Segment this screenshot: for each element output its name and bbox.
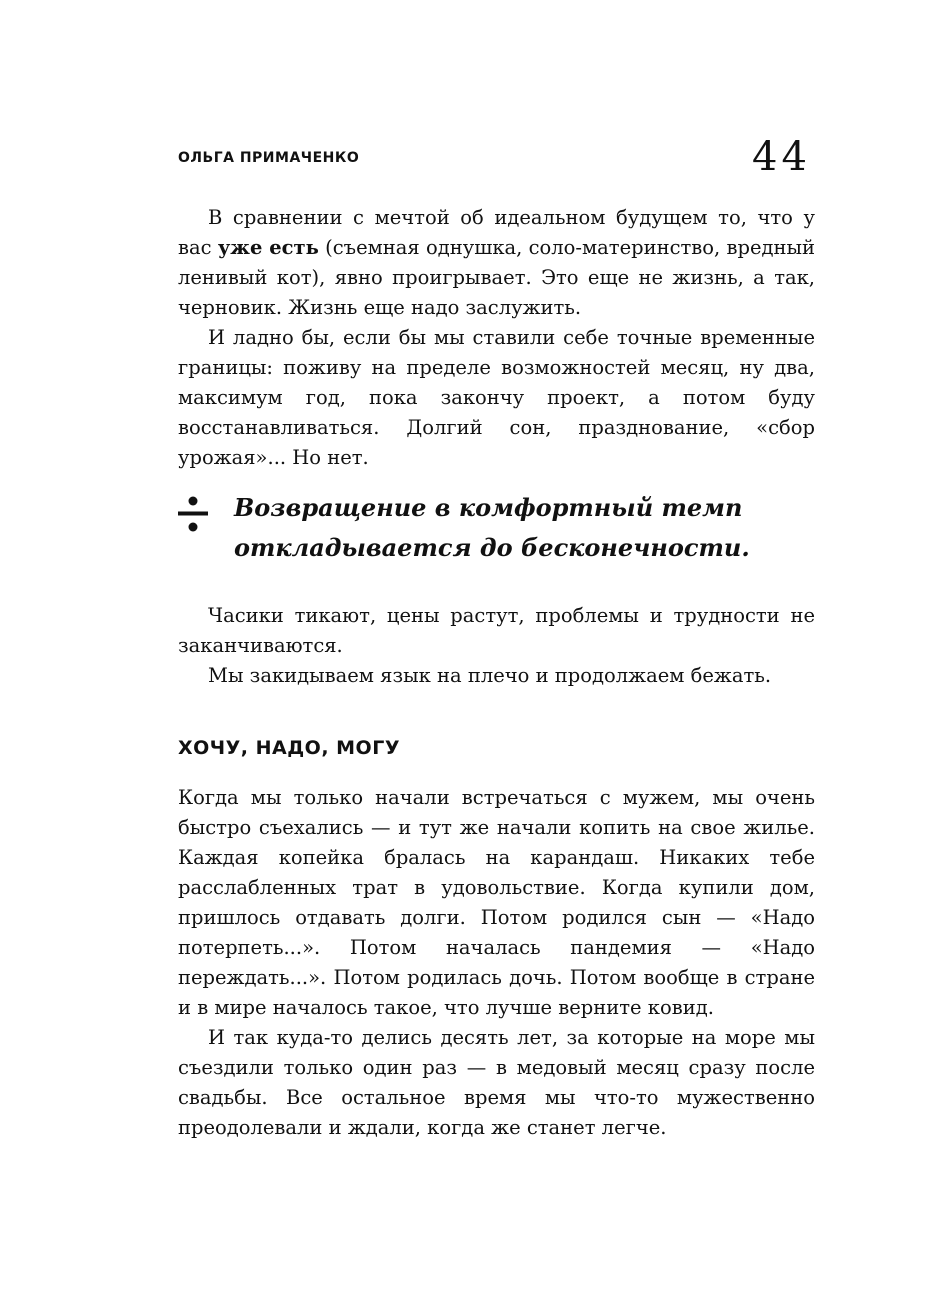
paragraph: Когда мы только начали встречаться с мужем, мы очень быстро съехались — и тут же начали копить на свое жилье. Каждая копейка бралась на карандаш. Никаких тебе расслабленных трат в удовольствие. Когда купили дом, пришлось отдавать долги. Потом родился сын — «Надо потерпеть...». Потом началась пандемия — «Надо переждать...». Потом родилась дочь. Потом вообще в стране и в мире началось такое, что лучше верните ковид. (178, 786, 815, 1019)
text-block-3 (178, 783, 815, 1143)
paragraph: Мы закидываем язык на плечо и продолжаем бежать. (208, 664, 772, 687)
paragraph: И так куда-то делись десять лет, за которые на море мы съездили только один раз — в медовый месяц сразу после свадьбы. Все остальное время мы что-то мужественно преодолевали и ждали, когда же станет легче. (178, 1026, 815, 1139)
running-header-author: ОЛЬГА ПРИМАЧЕНКО (178, 150, 360, 166)
paragraph: И ладно бы, если бы мы ставили себе точные временные границы: поживу на пределе возможностей месяц, ну два, максимум год, пока закончу проект, а потом буду восстанавливаться. Долгий сон, празднование, «сбор урожая»... Но нет. (178, 326, 815, 469)
section-heading: ХОЧУ, НАДО, МОГУ (178, 737, 400, 759)
text-block-2 (178, 601, 815, 691)
division-sign-icon (178, 496, 208, 532)
paragraph (178, 203, 815, 323)
text-block-1 (178, 203, 815, 473)
paragraph: Часики тикают, цены растут, проблемы и трудности не заканчиваются. (178, 604, 815, 657)
callout-text: Возвращение в комфортный темп откладывается до бесконечности. (234, 493, 750, 562)
paragraph-part: (съемная однушка, соло-материнство, вредный ленивый кот), явно проигрывает. Это еще не жизнь, а так, черновик. Жизнь еще надо заслужить. (178, 236, 816, 319)
page-number: 44 (752, 134, 811, 180)
paragraph-part: В сравнении с мечтой об идеальном будущем то, что у вас (178, 206, 815, 259)
emphasis-text: уже есть (217, 236, 319, 259)
